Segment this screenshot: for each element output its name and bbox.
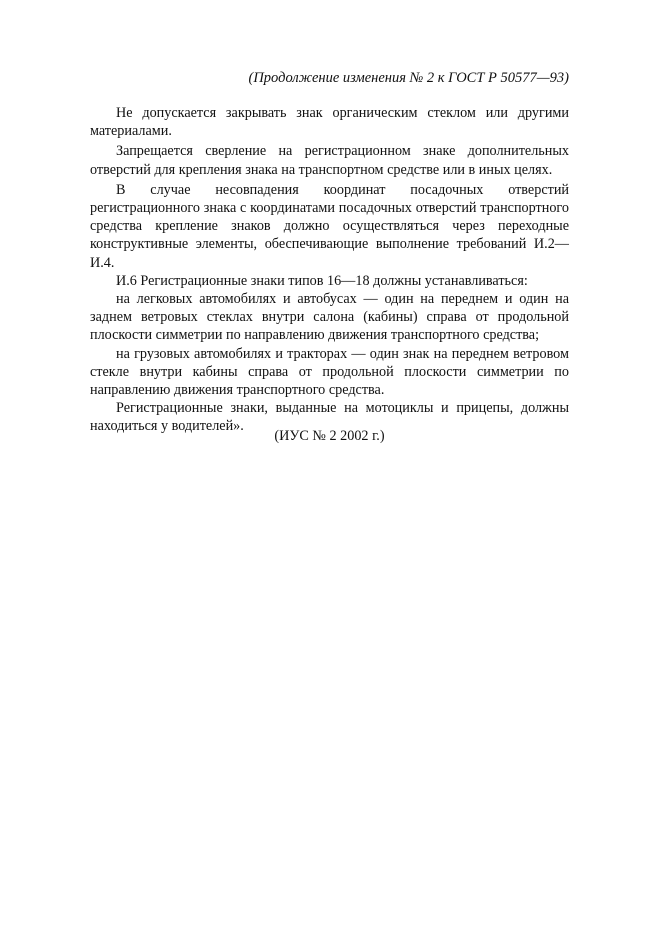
document-body — [90, 104, 569, 436]
paragraph-trucks-tractors: на грузовых автомобилях и тракторах — один знак на переднем ветровом стекле внутри кабины справа от продольной плоскости симметрии по направлению движения транспортного средства. — [90, 345, 569, 399]
source-reference: (ИУС № 2 2002 г.) — [274, 428, 385, 444]
paragraph-glass-covering: Не допускается закрывать знак органическим стеклом или другими материалами. — [90, 105, 569, 140]
paragraph-clause-i6: И.6 Регистрационные знаки типов 16—18 должны устанавливаться: — [116, 272, 528, 289]
paragraph-drilling-prohibited: Запрещается сверление на регистрационном знаке дополнительных отверстий для крепления знака на транспортном средстве или в иных целях. — [90, 143, 569, 178]
paragraph-mounting-holes: В случае несовпадения координат посадочных отверстий регистрационного знака с координатами посадочных отверстий транспортного средства крепление знаков должно осуществляться через переходные конструктивные элементы, обеспечивающие выполнение требований И.2—И.4. — [90, 181, 569, 271]
paragraph-motorcycles-trailers: Регистрационные знаки, выданные на мотоциклы и прицепы, должны находиться у водителей». — [90, 400, 569, 435]
paragraph-cars-buses: на легковых автомобилях и автобусах — один на переднем и один на заднем ветровых стеклах внутри салона (кабины) справа от продольной плоскости симметрии по направлению движения транспортного средства; — [90, 291, 569, 344]
continuation-header: (Продолжение изменения № 2 к ГОСТ Р 50577—93) — [248, 70, 569, 86]
